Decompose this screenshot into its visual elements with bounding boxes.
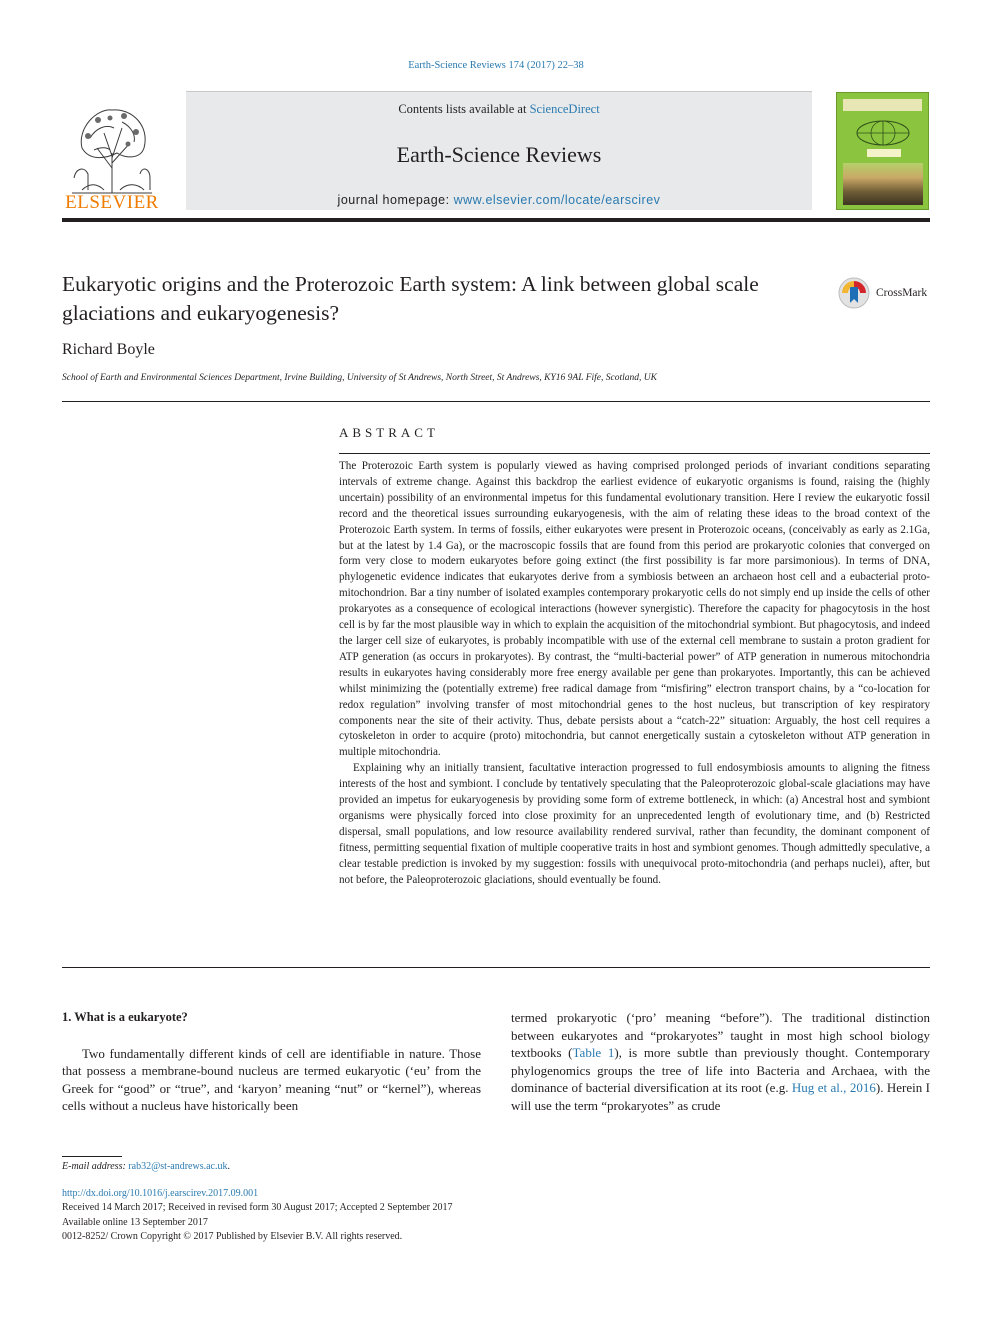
crossmark-icon	[838, 277, 870, 309]
sciencedirect-link[interactable]: ScienceDirect	[529, 102, 600, 116]
body-text: ), is more subtle than previously thought. Contemporary phylogenomics groups the tree of life into Bacteria and Archaea, with the dominance of bacterial diversification at its root (e.g.	[511, 1045, 931, 1095]
email-label: E-mail address:	[62, 1161, 126, 1172]
author-name[interactable]: Richard Boyle	[62, 341, 155, 358]
body-paragraph: Two fundamentally different kinds of cell are identifiable in nature. Those that possess a membrane-bound nucleus are termed eukaryotic (‘eu’ from the Greek for “good” or “true”, and ‘karyon’ meaning “nut” or “kernel”), whereas cells without a nucleus have historically been	[62, 1045, 481, 1113]
hug-2016-citation-link[interactable]: Hug et al., 2016	[791, 1080, 876, 1095]
table-1-link[interactable]: Table 1	[572, 1045, 615, 1060]
journal-citation[interactable]: Earth-Science Reviews 174 (2017) 22–38	[408, 60, 584, 71]
journal-name: Earth-Science Reviews	[396, 142, 602, 167]
footnote-divider	[62, 1156, 122, 1157]
abstract-divider	[339, 453, 930, 454]
section-heading: 1. What is a eukaryote?	[62, 1010, 188, 1024]
article-metadata	[62, 1187, 452, 1245]
body-column-right	[511, 1009, 930, 1114]
abstract-paragraph: The Proterozoic Earth system is popularly viewed as having comprised prolonged periods of invariant conditions separating intervals of extreme change. Against this backdrop the earliest evidence of eukaryotic organisms is found, raising the (highly uncertain) possibility of an environmental impetus for this fundamental evolutionary transition. Here I review the eukaryotic fossil record and the theoretical issues surrounding eukaryogenesis, with the aim of relating these ideas to the broad context of the Proterozoic Earth system. In terms of fossils, either eukaryotes were present in Proterozoic oceans, (conceivably as early as 2.1Ga, but at the latest by 1.4 Ga), or the macroscopic fossils that are found from this period are prokaryotic colonies that converged on form very close to modern eukaryotes before going extinct (the first possibility is far more parsimonious). In terms of DNA, phylogenetic evidence indicates that eukaryotes derive from a symbiosis between an archaeon host cell and a eubacterial proto-mitochondrion. Bar a tiny number of isolated examples contemporary prokaryotic cells do not simply end up inside the cells of other prokaryotes as a consequence of ecological interactions (however synergistic). Therefore the capacity for phagocytosis in the host cell is by far the most plausible way in which to explain the acquisition of the mitochondrial symbiont. But phagocytosis, and indeed the larger cell size of eukaryotes, is probably incompatible with use of the external cell membrane to sustain a proton gradient for ATP generation (as occurs in prokaryotes). By contrast, the “multi-bacterial power” of ATP generation in numerous mitochondria results in eukaryotes having considerably more free energy available per gene than prokaryotes. Importantly, this can be achieved whilst minimizing the (potentially extreme) free radical damage from “misfiring” electron transport chains, by a “co-location for redox regulation” involving transfer of most mitochondrial genes to the host nucleus, but transcription of key respiratory components near the site of their activity. Thus, debate persists about a “catch-22” situation: Arguably, the host cell requires a cytoskeleton in order to acquire (proto) mitochondria, but cannot energetically sustain a cytoskeleton without ATP generation in multiple mitochondria.	[339, 460, 930, 759]
body-paragraph	[511, 1009, 930, 1114]
article-title: Eukaryotic origins and the Proterozoic Earth system: A link between global scale glaciations and eukaryogenesis?	[62, 272, 759, 325]
abstract-end-divider	[62, 967, 930, 968]
abstract-paragraph: Explaining why an initially transient, facultative interaction progressed to full endosymbiosis amounts to aligning the fitness interests of the host and symbiont. I conclude by tentatively speculating that the Paleoproterozoic global-scale glaciations may have provided an impetus for eukaryogenesis by providing some form of extreme bottleneck, in which: (a) Ancestral host and symbiont organisms were physically forced into close proximity for an unprecedented length of evolutionary time, and (b) Restricted dispersal, small populations, and low resource availability rendered survival, rather than fecundity, the dominant component of fitness, permitting sequential fixation of multiple cooperative traits in host and symbiont genomes. Though admittedly speculative, a clear testable prediction is invoked by my suggestion: fossils with unequivocal proto-mitochondria (and perhaps nuclei), after, but not before, the Paleoproterozoic glaciations, should eventually be found.	[339, 762, 930, 886]
body-text: termed prokaryotic (‘pro’ meaning “before”). The traditional distinction between eukaryotes and “prokaryotes” taught in most high school biology textbooks (	[511, 1010, 930, 1060]
doi-link[interactable]: http://dx.doi.org/10.1016/j.earscirev.2017.09.001	[62, 1188, 259, 1199]
journal-cover-thumbnail[interactable]	[836, 92, 929, 210]
journal-banner	[186, 91, 812, 210]
crossmark-label: CrossMark	[876, 287, 928, 299]
cover-photo	[843, 163, 923, 205]
contents-prefix: Contents lists available at	[398, 102, 530, 116]
author-email-link[interactable]: rab32@st-andrews.ac.uk	[128, 1161, 228, 1172]
cover-globe-icon	[855, 119, 911, 147]
crossmark-button[interactable]	[838, 277, 938, 309]
author-affiliation: School of Earth and Environmental Sciences Department, Irvine Building, University of St Andrews, North Street, St Andrews, KY16 9AL Fife, Scotland, UK	[62, 373, 657, 383]
cover-title-strip	[843, 99, 922, 111]
cover-subtitle-strip	[867, 149, 901, 157]
abstract-heading: ABSTRACT	[339, 425, 439, 440]
masthead	[62, 91, 930, 213]
contents-line	[186, 102, 812, 117]
copyright-line: 0012-8252/ Crown Copyright © 2017 Published by Elsevier B.V. All rights reserved.	[62, 1231, 403, 1243]
journal-homepage-link[interactable]: www.elsevier.com/locate/earscirev	[453, 193, 661, 207]
received-dates: Received 14 March 2017; Received in revised form 30 August 2017; Accepted 2 September 2017	[62, 1202, 453, 1214]
body-text: ). Herein I will use the term “prokaryotes” as crude	[511, 1080, 931, 1113]
homepage-line	[186, 193, 812, 207]
homepage-prefix: journal homepage:	[337, 193, 454, 207]
header-divider	[62, 218, 930, 222]
affiliation-divider	[62, 401, 930, 402]
publisher-wordmark: ELSEVIER	[65, 192, 159, 213]
available-online-date: Available online 13 September 2017	[62, 1216, 208, 1228]
body-column-left	[62, 1009, 481, 1115]
author-email-note: E-mail address: rab32@st-andrews.ac.uk.	[62, 1161, 230, 1172]
abstract-body	[339, 459, 930, 888]
